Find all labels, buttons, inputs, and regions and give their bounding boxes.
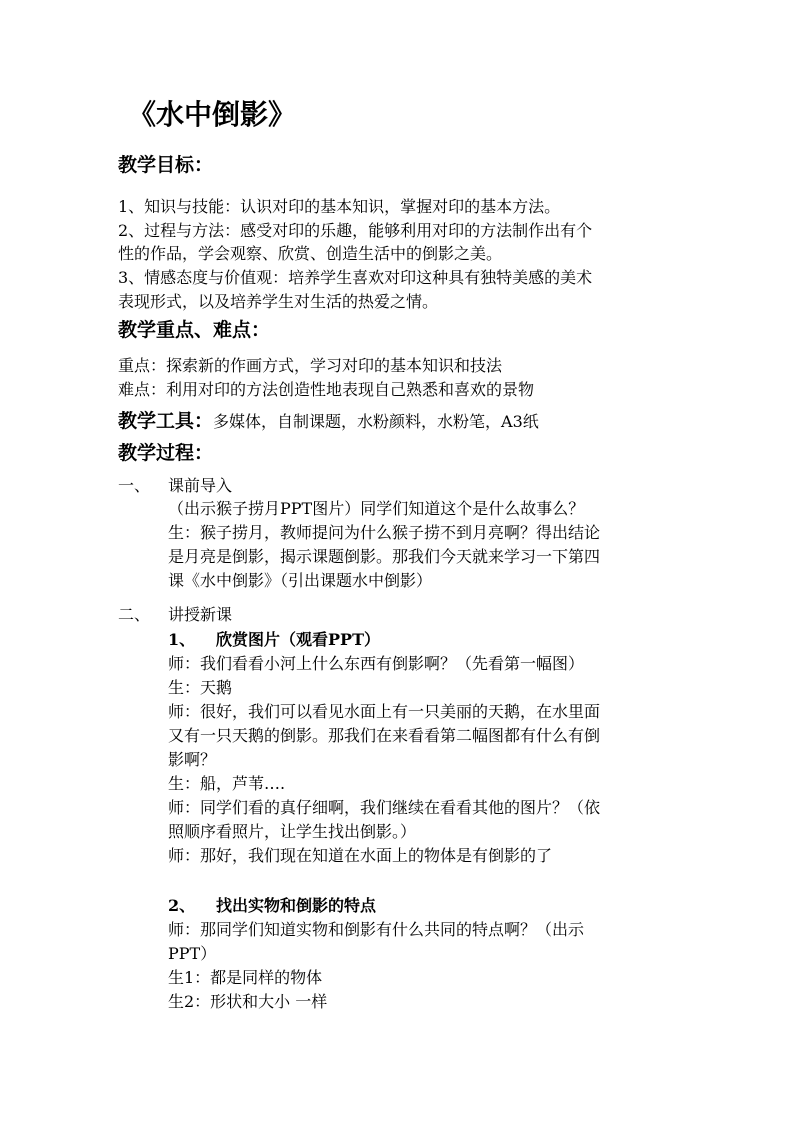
content-line: 生：猴子捞月，教师提问为什么猴子捞不到月亮啊？得出结论: [168, 523, 601, 542]
content-line: 生：船，芦苇….: [168, 774, 286, 793]
content-line: 生：天鹅: [168, 678, 233, 697]
content-line: 又有一只天鹅的倒影。那我们在来看看第二幅图都有什么有倒: [168, 726, 601, 745]
key-point-line: 难点：利用对印的方法创造性地表现自己熟悉和喜欢的景物: [118, 380, 535, 399]
content-line: 影啊？: [168, 750, 217, 769]
document-title: 《水中倒影》: [128, 98, 297, 131]
objective-line: 3、情感态度与价值观：培养学生喜欢对印这种具有独特美感的美术: [118, 268, 593, 287]
process-heading: 教学过程：: [118, 442, 214, 464]
subsection-number: 1、: [168, 630, 196, 649]
content-line: 师：同学们看的真仔细啊，我们继续在看看其他的图片？（依: [168, 798, 601, 817]
content-line: 师：那同学们知道实物和倒影有什么共同的特点啊？（出示: [168, 920, 585, 939]
key-points-heading: 教学重点、难点：: [118, 319, 271, 341]
content-line: 生2：形状和大小 一样: [168, 992, 328, 1011]
subsection-title: 欣赏图片（观看PPT）: [216, 630, 380, 649]
content-line: 师：那好，我们现在知道在水面上的物体是有倒影的了: [168, 846, 553, 865]
section-number: 一、: [118, 476, 151, 495]
subsection-number: 2、: [168, 896, 196, 915]
content-line: 师：很好，我们可以看见水面上有一只美丽的天鹅，在水里面: [168, 702, 601, 721]
content-line: （出示猴子捞月PPT图片）同学们知道这个是什么故事么？: [168, 499, 585, 518]
content-line: 是月亮是倒影，揭示课题倒影。那我们今天就来学习一下第四: [168, 547, 601, 566]
tools-label: 教学工具：: [118, 410, 214, 432]
objective-line: 性的作品，学会观察、欣赏、创造生活中的倒影之美。: [118, 244, 503, 263]
content-line: 课《水中倒影》（引出课题水中倒影）: [168, 571, 433, 590]
content-line: 师：我们看看小河上什么东西有倒影啊？（先看第一幅图）: [168, 654, 585, 673]
key-point-line: 重点：探索新的作画方式，学习对印的基本知识和技法: [118, 356, 503, 375]
subsection-title: 找出实物和倒影的特点: [216, 896, 377, 915]
objectives-heading: 教学目标：: [118, 154, 214, 176]
content-line: 生1：都是同样的物体: [168, 968, 323, 987]
section-title: 讲授新课: [168, 605, 233, 624]
objective-line: 表现形式，以及培养学生对生活的热爱之情。: [118, 292, 439, 311]
content-line: PPT）: [168, 944, 217, 963]
tools-value: 多媒体，自制课题，水粉颜料，水粉笔，A3纸: [213, 412, 539, 431]
section-number: 二、: [118, 605, 151, 624]
section-title: 课前导入: [168, 476, 233, 495]
objective-line: 2、过程与方法：感受对印的乐趣，能够利用对印的方法制作出有个: [118, 221, 593, 240]
tools-line: [118, 410, 539, 433]
objective-line: 1、知识与技能：认识对印的基本知识，掌握对印的基本方法。: [118, 197, 561, 216]
content-line: 照顺序看照片，让学生找出倒影。）: [168, 822, 417, 841]
